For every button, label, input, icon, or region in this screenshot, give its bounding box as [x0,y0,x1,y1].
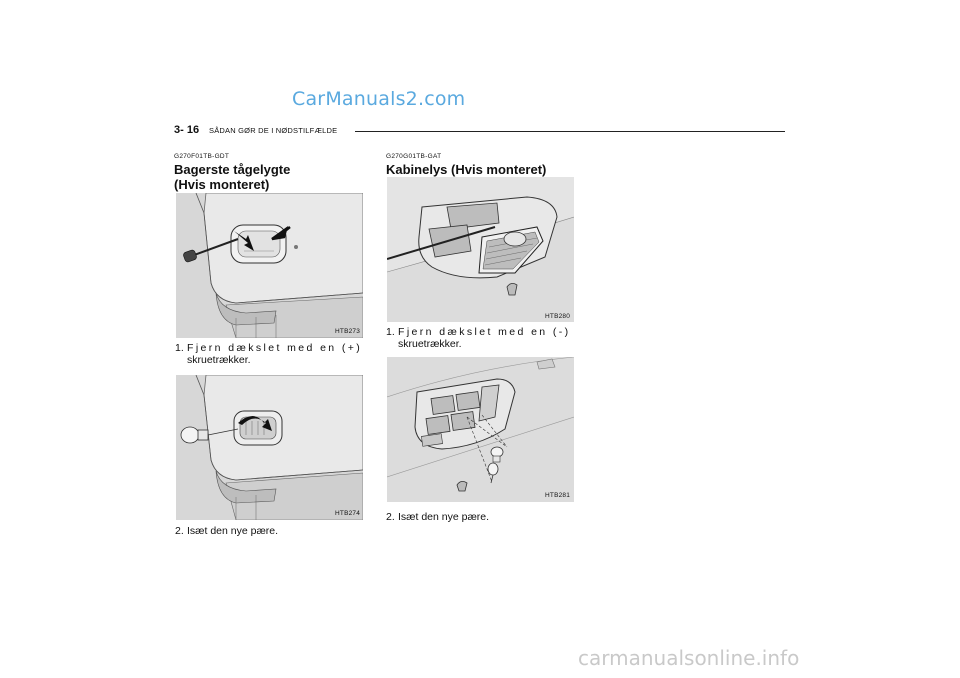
step-text: Isæt den nye pære. [398,511,490,523]
step-1-rear-fog [175,342,365,368]
step-number: 2. [386,511,395,523]
figure-label-htb280: HTB280 [545,313,571,320]
watermark-logo-bottom[interactable]: carmanualsonline.info [578,646,800,670]
figure-rear-fog-cover [176,193,363,338]
step-1-cabin-light [386,326,576,352]
step-text-line1: Fjern dækslet med en (+) [187,342,363,354]
figure-cabin-light-cover [387,177,574,322]
section-code-cabin-light: G270G01TB-GAT [386,153,442,160]
figure-label-htb274: HTB274 [335,510,361,517]
step-number: 2. [175,525,184,537]
watermark-logo-top[interactable]: CarManuals2.com [292,88,466,110]
step-number: 1. [386,326,395,338]
header-rule [355,131,785,132]
heading-rear-fog-line1: Bagerste tågelygte [174,162,291,177]
page-number: 3- 16 [174,124,200,136]
step-text: Isæt den nye pære. [187,525,279,537]
figure-cabin-light-bulb [387,357,574,502]
figure-label-htb273: HTB273 [335,328,361,335]
section-title: SÅDAN GØR DE I NØDSTILFÆLDE [209,126,338,135]
figure-rear-fog-bulb [176,375,363,520]
step-number: 1. [175,342,184,354]
heading-cabin-light: Kabinelys (Hvis monteret) [386,162,547,177]
heading-rear-fog-line2: (Hvis monteret) [174,177,270,192]
step-2-cabin-light [386,511,576,525]
step-text-line1: Fjern dækslet med en (-) [398,326,571,338]
step-text-line2: skruetrækker. [187,354,251,366]
step-text-line2: skruetrækker. [398,338,462,350]
section-code-rear-fog: G270F01TB-GDT [174,153,230,160]
step-2-rear-fog [175,525,365,539]
figure-label-htb281: HTB281 [545,492,571,499]
